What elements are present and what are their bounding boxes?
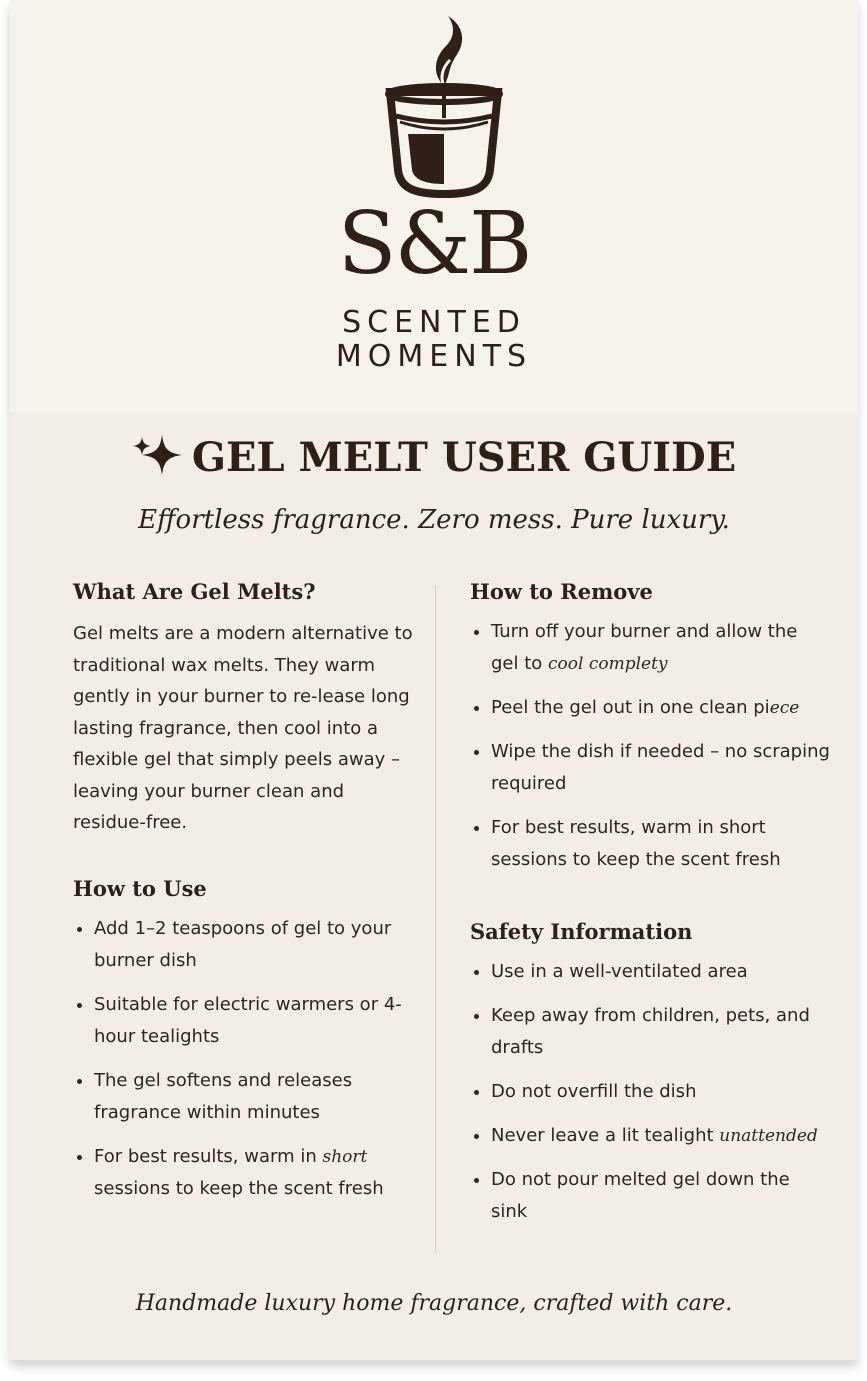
list-item: Use in a well-ventilated area [470, 956, 830, 988]
header [10, 0, 858, 412]
candle-icon [374, 12, 504, 202]
guide-title-row [10, 430, 858, 486]
safety-list [470, 956, 830, 1228]
right-column [470, 572, 830, 1240]
list-item: Never leave a lit tealight unattended [470, 1120, 830, 1152]
footer-text: Handmade luxury home fragrance, crafted with care. [135, 1291, 733, 1316]
sparkle-icon [132, 433, 184, 477]
list-item: Suitable for electric warmers or 4-hour tealights [73, 989, 418, 1053]
use-heading: How to Use [73, 875, 207, 901]
brand-tagline-line1: SCENTED [342, 305, 526, 340]
list-item: Peel the gel out in one clean piece [470, 692, 830, 724]
guide-title: GEL MELT USER GUIDE [191, 434, 737, 481]
safety-heading: Safety Information [470, 919, 693, 944]
guide-card [10, 0, 858, 1360]
column-divider [435, 585, 436, 1253]
list-item: For best results, warm in short sessions to keep the scent fresh [470, 812, 830, 876]
list-item: Do not pour melted gel down the sink [470, 1164, 830, 1228]
list-item: Wipe the dish if needed – no scraping required [470, 736, 830, 800]
list-item: For best results, warm in short sessions to keep the scent fresh [73, 1141, 418, 1205]
guide-subtitle: Effortless fragrance. Zero mess. Pure luxury. [138, 505, 730, 535]
remove-list [470, 616, 830, 876]
remove-heading: How to Remove [470, 579, 653, 604]
what-heading: What Are Gel Melts? [73, 579, 316, 604]
list-item: Do not overfill the dish [470, 1076, 830, 1108]
brand-tagline-line2: MOMENTS [335, 339, 533, 374]
brand-name: S&B [337, 194, 531, 294]
left-column [73, 572, 418, 1217]
what-text: Gel melts are a modern alternative to traditional wax melts. They warm gently in your burner to re-lease long lasting fragrance, then cool into a flexible gel that simply peels away – leaving your burner clean and residue-free. [73, 623, 413, 833]
list-item: The gel softens and releases fragrance within minutes [73, 1065, 418, 1129]
list-item: Keep away from children, pets, and drafts [470, 1000, 830, 1064]
list-item: Turn off your burner and allow the gel to cool complety [470, 616, 830, 680]
use-list [73, 913, 418, 1205]
list-item: Add 1–2 teaspoons of gel to your burner dish [73, 913, 418, 977]
